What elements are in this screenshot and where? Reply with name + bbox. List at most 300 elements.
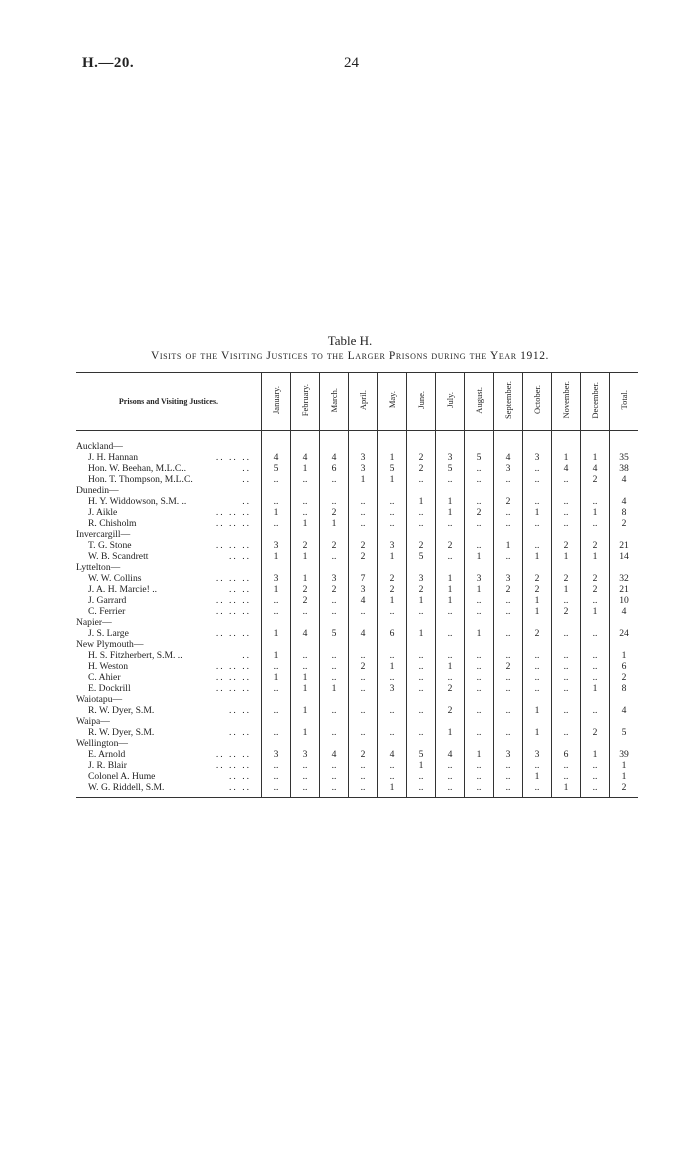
month-visit-cell: 1 xyxy=(291,551,320,562)
column-header-november xyxy=(552,373,581,431)
month-visit-cell: .. xyxy=(320,727,349,738)
column-header-march xyxy=(320,373,349,431)
month-visit-cell: .. xyxy=(552,474,581,485)
month-visit-cell: .. xyxy=(436,760,465,771)
justice-name: E. Arnold xyxy=(88,748,126,760)
empty-cell xyxy=(494,485,523,496)
month-visit-cell: 3 xyxy=(349,584,378,595)
month-visit-cell: .. xyxy=(581,672,610,683)
month-visit-cell: 1 xyxy=(378,661,407,672)
month-visit-cell: 3 xyxy=(436,452,465,463)
leader-dots: .. .. .. xyxy=(215,517,251,529)
column-header-label: Total. xyxy=(619,390,629,410)
empty-cell xyxy=(436,639,465,650)
spacer-cell xyxy=(76,431,262,442)
month-visit-cell: 2 xyxy=(494,496,523,507)
month-visit-cell: .. xyxy=(407,507,436,518)
justice-name: J. R. Blair xyxy=(88,759,127,771)
justice-name: E. Dockrill xyxy=(88,682,131,694)
justice-name: W. G. Riddell, S.M. xyxy=(76,782,203,798)
month-visit-cell: .. xyxy=(465,595,494,606)
spacer-cell xyxy=(320,431,349,442)
month-visit-cell: 6 xyxy=(320,463,349,474)
empty-cell xyxy=(349,617,378,628)
month-visit-cell: 1 xyxy=(349,474,378,485)
empty-cell xyxy=(581,441,610,452)
total-cell: 38 xyxy=(610,463,639,474)
prison-name: Invercargill— xyxy=(76,528,131,540)
leader-dots: .. .. .. xyxy=(215,660,251,672)
prison-name: Napier— xyxy=(76,616,112,628)
empty-cell xyxy=(465,529,494,540)
month-visit-cell: 1 xyxy=(552,551,581,562)
prison-heading-row xyxy=(76,441,638,452)
month-visit-cell: 1 xyxy=(291,463,320,474)
justice-row xyxy=(76,452,638,463)
month-visit-cell: .. xyxy=(378,496,407,507)
month-visit-cell: .. xyxy=(465,771,494,782)
empty-cell xyxy=(523,562,552,573)
table-body xyxy=(76,431,638,798)
leader-dots: .. .. .. xyxy=(215,572,251,584)
empty-cell xyxy=(465,617,494,628)
month-visit-cell: 4 xyxy=(494,452,523,463)
month-visit-cell: .. xyxy=(465,650,494,661)
month-visit-cell: .. xyxy=(262,661,291,672)
empty-cell xyxy=(262,562,291,573)
justice-name: Colonel A. Hume xyxy=(88,770,156,782)
leader-dots: .. .. xyxy=(229,583,251,595)
justice-name: R. W. Dyer, S.M. xyxy=(88,726,155,738)
justice-row xyxy=(76,782,638,798)
month-visit-cell: .. xyxy=(465,672,494,683)
month-visit-cell: .. xyxy=(494,518,523,529)
column-header-label: September. xyxy=(503,380,513,419)
column-header-prisons-justices: Prisons and Visiting Justices. xyxy=(76,373,262,431)
month-visit-cell: 2 xyxy=(436,540,465,551)
empty-cell xyxy=(349,738,378,749)
month-visit-cell: 2 xyxy=(407,584,436,595)
month-visit-cell: 1 xyxy=(523,705,552,716)
empty-cell xyxy=(320,529,349,540)
month-visit-cell: .. xyxy=(349,496,378,507)
leader-dots: .. xyxy=(242,649,251,661)
month-visit-cell: 5 xyxy=(320,628,349,639)
leader-dots: .. xyxy=(242,473,251,485)
month-visit-cell: 5 xyxy=(378,463,407,474)
empty-cell xyxy=(320,617,349,628)
month-visit-cell: .. xyxy=(407,650,436,661)
month-visit-cell: 1 xyxy=(262,507,291,518)
justice-row xyxy=(76,760,638,771)
empty-cell xyxy=(436,738,465,749)
month-visit-cell: .. xyxy=(494,606,523,617)
empty-cell xyxy=(523,738,552,749)
month-visit-cell: .. xyxy=(436,606,465,617)
month-visit-cell: 4 xyxy=(349,595,378,606)
month-visit-cell: .. xyxy=(378,705,407,716)
column-header-july xyxy=(436,373,465,431)
empty-cell xyxy=(552,617,581,628)
total-cell: 4 xyxy=(610,474,639,485)
month-visit-cell: .. xyxy=(436,672,465,683)
month-visit-cell: 2 xyxy=(436,705,465,716)
column-header-october xyxy=(523,373,552,431)
column-header-september xyxy=(494,373,523,431)
month-visit-cell: .. xyxy=(436,474,465,485)
month-visit-cell: .. xyxy=(523,672,552,683)
justice-row xyxy=(76,727,638,738)
empty-cell xyxy=(436,562,465,573)
empty-cell xyxy=(378,639,407,650)
empty-cell xyxy=(523,529,552,540)
prison-heading-row xyxy=(76,694,638,705)
month-visit-cell: .. xyxy=(407,474,436,485)
month-visit-cell: 1 xyxy=(581,507,610,518)
month-visit-cell: 3 xyxy=(523,452,552,463)
empty-cell xyxy=(291,738,320,749)
leader-dots: .. .. xyxy=(229,726,251,738)
month-visit-cell: .. xyxy=(291,661,320,672)
month-visit-cell: .. xyxy=(320,595,349,606)
justice-name: W. W. Collins xyxy=(88,572,142,584)
month-visit-cell: 1 xyxy=(407,496,436,507)
month-visit-cell: 4 xyxy=(436,749,465,760)
spacer-cell xyxy=(407,431,436,442)
leader-dots: .. .. .. xyxy=(215,627,251,639)
month-visit-cell: 3 xyxy=(494,749,523,760)
month-visit-cell: .. xyxy=(581,595,610,606)
empty-cell xyxy=(494,529,523,540)
empty-cell xyxy=(465,716,494,727)
empty-cell xyxy=(523,485,552,496)
month-visit-cell: .. xyxy=(523,540,552,551)
month-visit-cell: .. xyxy=(465,661,494,672)
month-visit-cell: .. xyxy=(494,727,523,738)
spacer-cell xyxy=(465,431,494,442)
month-visit-cell: 5 xyxy=(465,452,494,463)
month-visit-cell: .. xyxy=(262,496,291,507)
visits-table xyxy=(76,372,638,798)
empty-cell xyxy=(291,639,320,650)
month-visit-cell: .. xyxy=(378,760,407,771)
month-visit-cell: 3 xyxy=(407,573,436,584)
month-visit-cell: 2 xyxy=(436,683,465,694)
total-cell: 1 xyxy=(610,771,639,782)
month-visit-cell: .. xyxy=(552,518,581,529)
month-visit-cell: .. xyxy=(494,672,523,683)
month-visit-cell: .. xyxy=(523,650,552,661)
month-visit-cell: .. xyxy=(581,518,610,529)
month-visit-cell: .. xyxy=(523,661,552,672)
leader-dots: .. .. .. xyxy=(215,682,251,694)
empty-cell xyxy=(349,639,378,650)
month-visit-cell: .. xyxy=(320,606,349,617)
month-visit-cell: 4 xyxy=(291,628,320,639)
month-visit-cell: .. xyxy=(465,606,494,617)
empty-cell xyxy=(523,441,552,452)
empty-cell xyxy=(552,716,581,727)
month-visit-cell: .. xyxy=(494,551,523,562)
justice-row xyxy=(76,584,638,595)
header-row xyxy=(76,373,638,431)
justice-row xyxy=(76,672,638,683)
month-visit-cell: .. xyxy=(436,782,465,798)
empty-cell xyxy=(436,529,465,540)
leader-dots: .. xyxy=(242,495,251,507)
month-visit-cell: .. xyxy=(349,507,378,518)
month-visit-cell: .. xyxy=(349,782,378,798)
month-visit-cell: .. xyxy=(320,771,349,782)
empty-cell xyxy=(552,441,581,452)
column-header-january xyxy=(262,373,291,431)
empty-cell xyxy=(494,716,523,727)
empty-cell xyxy=(581,716,610,727)
spacer-cell xyxy=(552,431,581,442)
empty-cell xyxy=(378,441,407,452)
empty-cell xyxy=(436,485,465,496)
month-visit-cell: .. xyxy=(436,650,465,661)
month-visit-cell: .. xyxy=(349,672,378,683)
month-visit-cell: 2 xyxy=(291,540,320,551)
page-number: 24 xyxy=(344,55,359,71)
total-cell: 2 xyxy=(610,782,639,798)
month-visit-cell: 3 xyxy=(523,749,552,760)
empty-cell xyxy=(407,694,436,705)
month-visit-cell: .. xyxy=(581,782,610,798)
month-visit-cell: .. xyxy=(552,771,581,782)
justice-name: R. Chisholm xyxy=(88,517,137,529)
justice-row xyxy=(76,661,638,672)
month-visit-cell: 3 xyxy=(262,749,291,760)
justice-name: J. S. Large xyxy=(88,627,129,639)
empty-cell xyxy=(552,485,581,496)
month-visit-cell: .. xyxy=(407,771,436,782)
justice-row xyxy=(76,573,638,584)
month-visit-cell: .. xyxy=(291,496,320,507)
month-visit-cell: .. xyxy=(581,650,610,661)
empty-cell xyxy=(407,738,436,749)
empty-cell xyxy=(291,529,320,540)
empty-cell xyxy=(610,617,639,628)
justice-name: H. Y. Widdowson, S.M. .. xyxy=(88,495,187,507)
month-visit-cell: 1 xyxy=(291,573,320,584)
month-visit-cell: 1 xyxy=(378,595,407,606)
month-visit-cell: .. xyxy=(320,705,349,716)
month-visit-cell: .. xyxy=(291,650,320,661)
empty-cell xyxy=(349,694,378,705)
empty-cell xyxy=(523,694,552,705)
prison-name: Waipa— xyxy=(76,715,110,727)
empty-cell xyxy=(320,639,349,650)
month-visit-cell: 2 xyxy=(407,463,436,474)
month-visit-cell: 2 xyxy=(523,573,552,584)
leader-dots: .. xyxy=(242,462,251,474)
month-visit-cell: .. xyxy=(291,782,320,798)
empty-cell xyxy=(262,716,291,727)
month-visit-cell: 2 xyxy=(349,661,378,672)
month-visit-cell: .. xyxy=(320,496,349,507)
empty-cell xyxy=(262,529,291,540)
empty-cell xyxy=(465,441,494,452)
month-visit-cell: 1 xyxy=(407,760,436,771)
month-visit-cell: .. xyxy=(552,661,581,672)
leader-dots: .. .. xyxy=(229,704,251,716)
month-visit-cell: 3 xyxy=(378,540,407,551)
month-visit-cell: 2 xyxy=(320,584,349,595)
empty-cell xyxy=(581,694,610,705)
month-visit-cell: .. xyxy=(494,650,523,661)
month-visit-cell: .. xyxy=(436,628,465,639)
prison-name: New Plymouth— xyxy=(76,638,144,650)
month-visit-cell: 2 xyxy=(378,584,407,595)
empty-cell xyxy=(523,617,552,628)
month-visit-cell: 4 xyxy=(581,463,610,474)
empty-cell xyxy=(262,738,291,749)
empty-cell xyxy=(349,529,378,540)
month-visit-cell: .. xyxy=(523,760,552,771)
month-visit-cell: 1 xyxy=(320,518,349,529)
document-reference: H.—20. xyxy=(82,55,135,71)
empty-cell xyxy=(581,529,610,540)
justice-name: R. W. Dyer, S.M. xyxy=(88,704,155,716)
month-visit-cell: 1 xyxy=(581,452,610,463)
month-visit-cell: 2 xyxy=(291,595,320,606)
month-visit-cell: 1 xyxy=(465,749,494,760)
total-cell: 5 xyxy=(610,727,639,738)
month-visit-cell: .. xyxy=(291,606,320,617)
month-visit-cell: 1 xyxy=(581,683,610,694)
prison-name: Wellington— xyxy=(76,737,128,749)
month-visit-cell: .. xyxy=(465,727,494,738)
month-visit-cell: .. xyxy=(349,518,378,529)
month-visit-cell: .. xyxy=(378,606,407,617)
empty-cell xyxy=(320,716,349,727)
empty-cell xyxy=(581,738,610,749)
month-visit-cell: .. xyxy=(552,760,581,771)
month-visit-cell: 2 xyxy=(349,749,378,760)
empty-cell xyxy=(581,485,610,496)
month-visit-cell: 3 xyxy=(494,573,523,584)
empty-cell xyxy=(552,562,581,573)
leader-dots: .. .. .. xyxy=(215,506,251,518)
month-visit-cell: .. xyxy=(378,650,407,661)
month-visit-cell: 1 xyxy=(436,507,465,518)
column-header-february xyxy=(291,373,320,431)
empty-cell xyxy=(291,716,320,727)
month-visit-cell: 4 xyxy=(552,463,581,474)
month-visit-cell: 1 xyxy=(378,452,407,463)
month-visit-cell: 3 xyxy=(291,749,320,760)
empty-cell xyxy=(523,716,552,727)
month-visit-cell: .. xyxy=(465,683,494,694)
month-visit-cell: .. xyxy=(262,727,291,738)
empty-cell xyxy=(552,639,581,650)
month-visit-cell: .. xyxy=(494,595,523,606)
total-cell: 21 xyxy=(610,584,639,595)
empty-cell xyxy=(291,441,320,452)
month-visit-cell: 1 xyxy=(465,584,494,595)
total-cell: 10 xyxy=(610,595,639,606)
justice-row xyxy=(76,683,638,694)
month-visit-cell: 5 xyxy=(262,463,291,474)
month-visit-cell: .. xyxy=(407,518,436,529)
month-visit-cell: 4 xyxy=(349,628,378,639)
empty-cell xyxy=(465,639,494,650)
month-visit-cell: 7 xyxy=(349,573,378,584)
month-visit-cell: 6 xyxy=(378,628,407,639)
total-cell: 4 xyxy=(610,606,639,617)
justice-row xyxy=(76,518,638,529)
empty-cell xyxy=(291,694,320,705)
month-visit-cell: 1 xyxy=(378,551,407,562)
month-visit-cell: .. xyxy=(291,474,320,485)
empty-cell xyxy=(262,485,291,496)
justice-name: H. Weston xyxy=(88,660,129,672)
justice-row xyxy=(76,771,638,782)
total-cell: 14 xyxy=(610,551,639,562)
month-visit-cell: .. xyxy=(581,661,610,672)
empty-cell xyxy=(610,441,639,452)
month-visit-cell: .. xyxy=(581,771,610,782)
month-visit-cell: .. xyxy=(523,463,552,474)
month-visit-cell: .. xyxy=(291,771,320,782)
justice-row xyxy=(76,749,638,760)
month-visit-cell: 1 xyxy=(436,595,465,606)
month-visit-cell: .. xyxy=(494,507,523,518)
justice-name: Hon. T. Thompson, M.L.C. xyxy=(88,473,193,485)
month-visit-cell: 1 xyxy=(465,628,494,639)
month-visit-cell: 1 xyxy=(494,540,523,551)
month-visit-cell: .. xyxy=(291,507,320,518)
empty-cell xyxy=(494,562,523,573)
justice-name: J. Aikle xyxy=(88,506,118,518)
month-visit-cell: 3 xyxy=(262,573,291,584)
month-visit-cell: .. xyxy=(349,606,378,617)
month-visit-cell: 1 xyxy=(262,584,291,595)
total-cell: 2 xyxy=(610,672,639,683)
month-visit-cell: 1 xyxy=(291,705,320,716)
month-visit-cell: 4 xyxy=(262,452,291,463)
month-visit-cell: 4 xyxy=(378,749,407,760)
prison-heading-row xyxy=(76,562,638,573)
month-visit-cell: 1 xyxy=(262,628,291,639)
month-visit-cell: .. xyxy=(552,496,581,507)
month-visit-cell: .. xyxy=(349,705,378,716)
month-visit-cell: 2 xyxy=(378,573,407,584)
column-header-label: May. xyxy=(387,391,397,409)
total-cell: 32 xyxy=(610,573,639,584)
empty-cell xyxy=(320,485,349,496)
justice-name: J. Garrard xyxy=(88,594,127,606)
month-visit-cell: 1 xyxy=(262,672,291,683)
empty-cell xyxy=(581,617,610,628)
month-visit-cell: 2 xyxy=(291,584,320,595)
month-visit-cell: .. xyxy=(262,683,291,694)
total-cell: 2 xyxy=(610,518,639,529)
empty-cell xyxy=(494,441,523,452)
month-visit-cell: .. xyxy=(407,683,436,694)
column-header-label: November. xyxy=(561,381,571,419)
month-visit-cell: 2 xyxy=(581,474,610,485)
month-visit-cell: 1 xyxy=(291,672,320,683)
empty-cell xyxy=(262,617,291,628)
leader-dots: .. .. xyxy=(203,782,262,798)
month-visit-cell: .. xyxy=(349,771,378,782)
month-visit-cell: 2 xyxy=(523,584,552,595)
month-visit-cell: .. xyxy=(523,683,552,694)
table-title: Table H. xyxy=(327,333,373,348)
